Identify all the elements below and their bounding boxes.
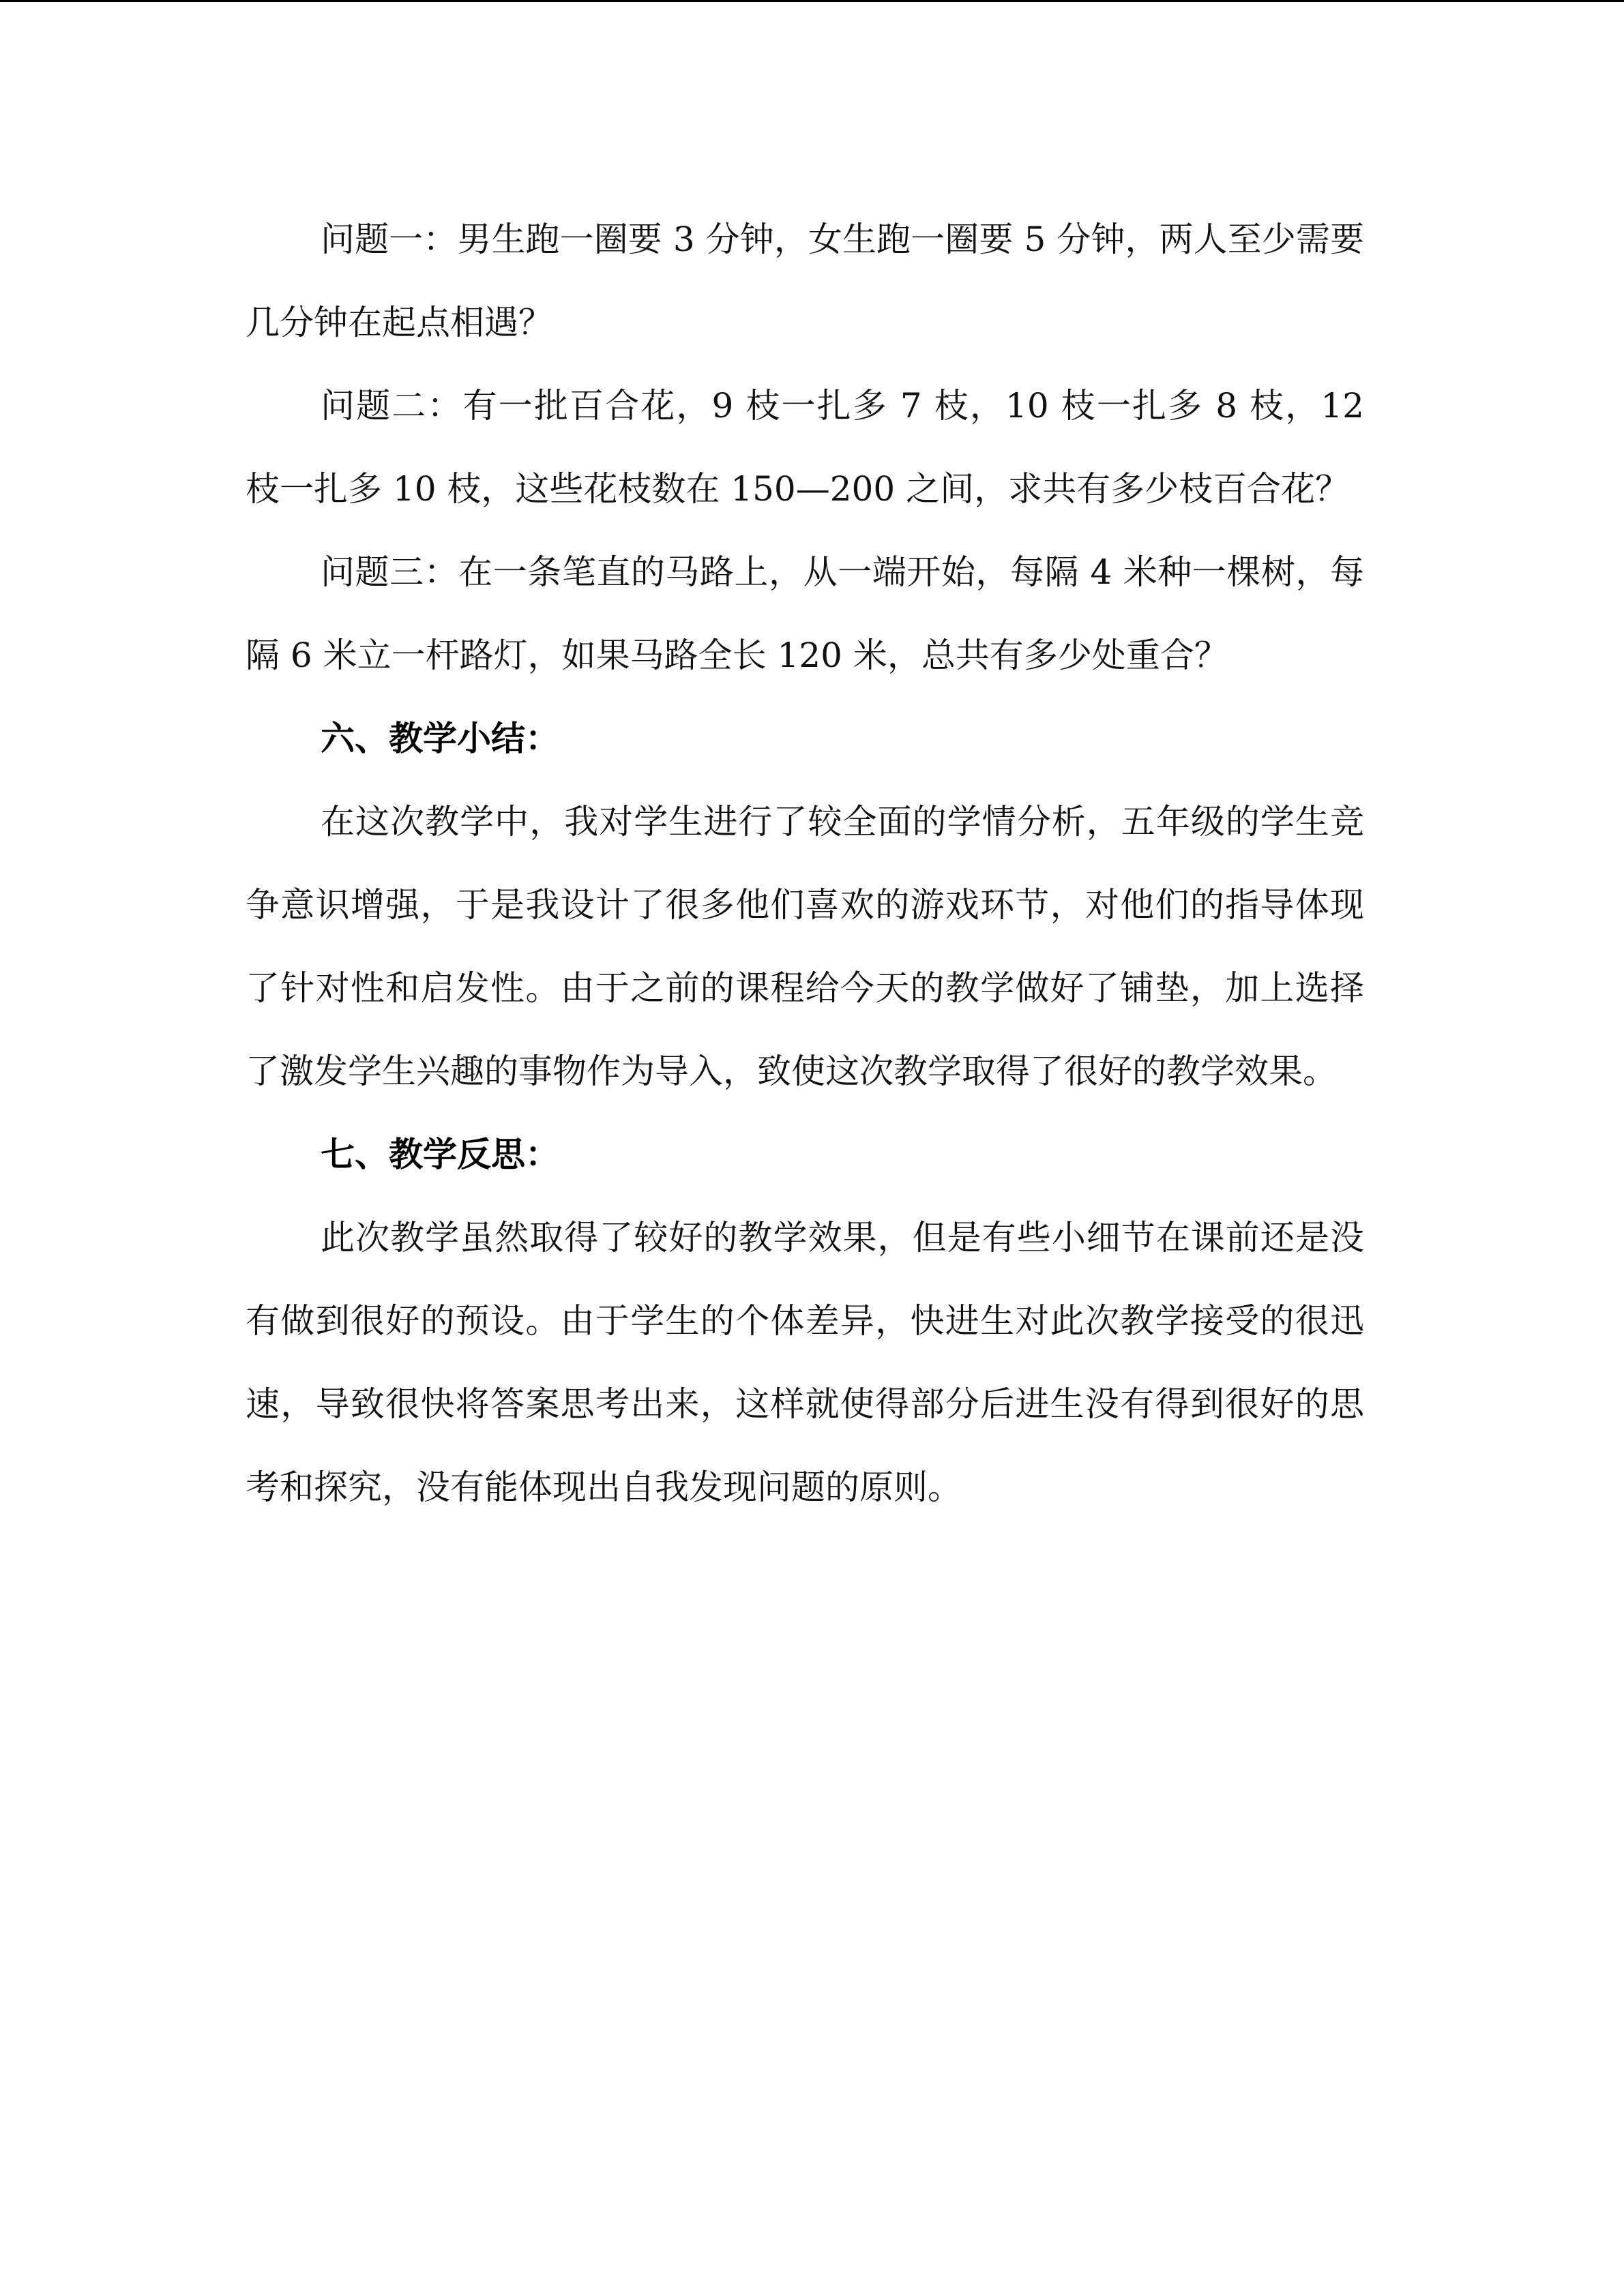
section-seven-heading: 七、教学反思： xyxy=(321,1135,559,1174)
problem-two-paragraph: 问题二：有一批百合花，9 枝一扎多 7 枝，10 枝一扎多 8 枝，12 枝一扎多 10 枝，这些花枝数在 150—200 之间，求共有多少枝百合花？ xyxy=(246,386,1364,509)
document-body xyxy=(246,198,1364,1529)
section-six-paragraph: 在这次教学中，我对学生进行了较全面的学情分析，五年级的学生竞争意识增强，于是我设计了很多他们喜欢的游戏环节，对他们的指导体现了针对性和启发性。由于之前的课程给今天的教学做好了铺垫，加上选择了激发学生兴趣的事物作为导入，致使这次教学取得了很好的教学效果。 xyxy=(246,802,1364,1091)
section-six-heading: 六、教学小结： xyxy=(321,719,559,758)
problem-three-paragraph: 问题三：在一条笔直的马路上，从一端开始，每隔 4 米种一棵树，每隔 6 米立一杆路灯，如果马路全长 120 米，总共有多少处重合？ xyxy=(246,552,1364,675)
problem-one-paragraph: 问题一：男生跑一圈要 3 分钟，女生跑一圈要 5 分钟，两人至少需要几分钟在起点相遇？ xyxy=(246,220,1364,342)
top-border-line xyxy=(0,0,1624,2)
section-seven-paragraph: 此次教学虽然取得了较好的教学效果，但是有些小细节在课前还是没有做到很好的预设。由于学生的个体差异，快进生对此次教学接受的很迅速，导致很快将答案思考出来，这样就使得部分后进生没有得到很好的思考和探究，没有能体现出自我发现问题的原则。 xyxy=(246,1218,1364,1507)
